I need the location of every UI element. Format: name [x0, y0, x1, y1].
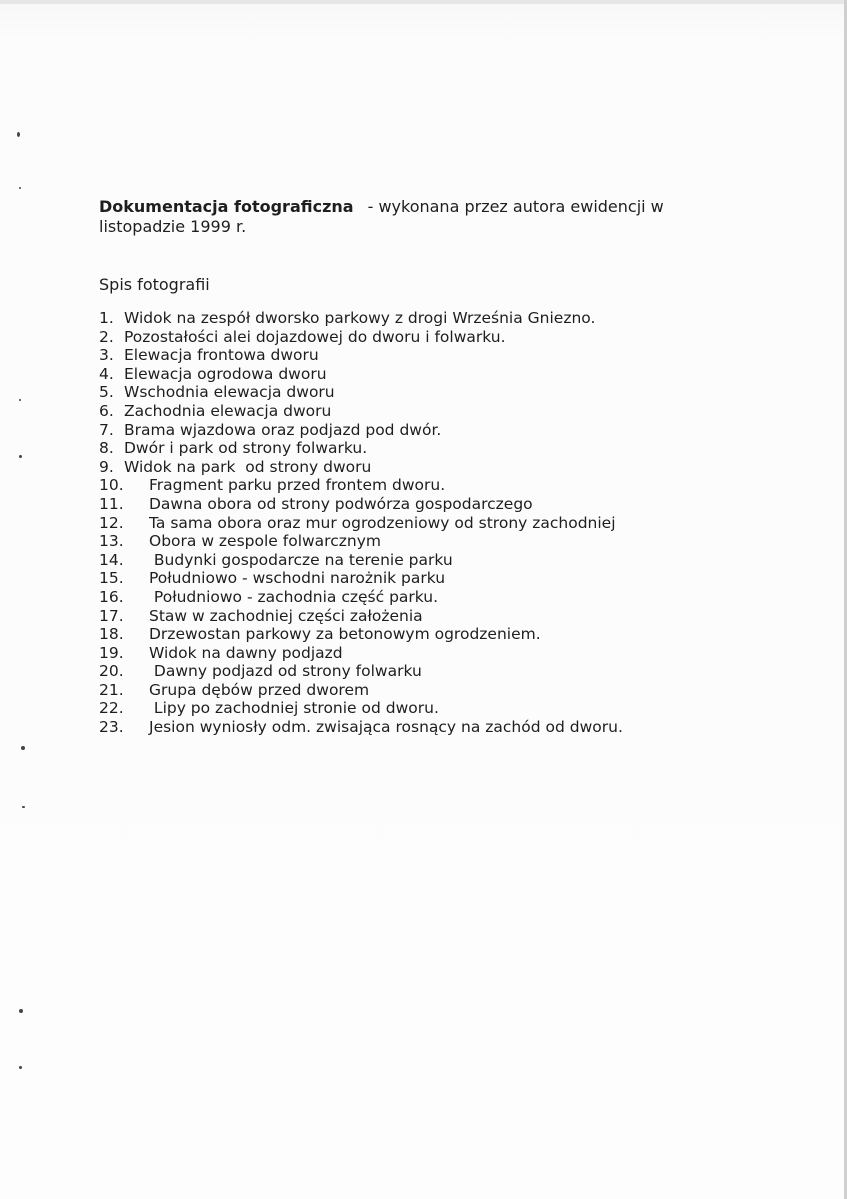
list-item-number: 2. [99, 327, 114, 346]
list-item [99, 402, 623, 421]
document-heading [99, 197, 699, 237]
list-item-text: Jesion wyniosły odm. zwisająca rosnący na zachód od dworu. [149, 718, 623, 737]
list-item-number: 9. [99, 457, 114, 476]
list-item-number: 20. [99, 662, 124, 681]
list-item-text: Dawna obora od strony podwórza gospodarczego [149, 494, 533, 513]
heading-line-2: listopadzie 1999 r. [99, 217, 247, 236]
list-item-text: Południowo - wschodni narożnik parku [149, 569, 446, 588]
scan-speck [22, 806, 25, 808]
list-item-number: 5. [99, 383, 114, 402]
list-item-text: Zachodnia elewacja dworu [124, 401, 332, 420]
list-item [99, 383, 623, 402]
list-item [99, 439, 623, 458]
list-item [99, 514, 623, 533]
list-item [99, 607, 623, 626]
list-item-number: 3. [99, 346, 114, 365]
list-item-text: Pozostałości alei dojazdowej do dworu i folwarku. [124, 327, 506, 346]
scan-speck [19, 399, 21, 401]
list-item-text: Brama wjazdowa oraz podjazd pod dwór. [124, 420, 442, 439]
list-item [99, 476, 623, 495]
list-item [99, 644, 623, 663]
list-item-number: 7. [99, 420, 114, 439]
list-item-text: Południowo - zachodnia część parku. [149, 587, 439, 606]
list-item [99, 551, 623, 570]
list-item-text: Elewacja frontowa dworu [124, 346, 319, 365]
list-item-number: 10. [99, 476, 124, 495]
list-item-text: Budynki gospodarcze na terenie parku [149, 550, 453, 569]
list-item-text: Obora w zespole folwarcznym [149, 532, 381, 551]
list-item-number: 8. [99, 439, 114, 458]
scan-edge-top [0, 0, 847, 4]
list-item-number: 22. [99, 699, 124, 718]
list-item-number: 18. [99, 625, 124, 644]
list-item-text: Elewacja ogrodowa dworu [124, 364, 327, 383]
list-item [99, 458, 623, 477]
list-item [99, 309, 623, 328]
list-item-number: 16. [99, 587, 124, 606]
list-item-number: 19. [99, 643, 124, 662]
list-item-text: Grupa dębów przed dworem [149, 680, 370, 699]
list-item-text: Dwór i park od strony folwarku. [124, 439, 368, 458]
list-item-text: Drzewostan parkowy za betonowym ogrodzeniem. [149, 625, 541, 644]
list-item [99, 681, 623, 700]
list-item-number: 6. [99, 401, 114, 420]
list-item [99, 495, 623, 514]
list-item [99, 365, 623, 384]
list-item [99, 662, 623, 681]
list-item-number: 14. [99, 550, 124, 569]
scan-speck [21, 746, 25, 750]
list-item [99, 625, 623, 644]
list-item-text: Dawny podjazd od strony folwarku [149, 662, 422, 681]
list-item-text: Ta sama obora oraz mur ogrodzeniowy od strony zachodniej [149, 513, 616, 532]
list-item [99, 699, 623, 718]
list-item-text: Widok na zespół dworsko parkowy z drogi Września Gniezno. [124, 309, 596, 327]
scan-speck [19, 187, 21, 189]
list-item-number: 1. [99, 309, 114, 327]
photo-list [99, 309, 623, 737]
list-item-number: 15. [99, 569, 124, 588]
list-item-text: Lipy po zachodniej stronie od dworu. [149, 699, 439, 718]
heading-title: Dokumentacja fotograficzna [99, 197, 354, 216]
list-item [99, 421, 623, 440]
list-item-number: 17. [99, 606, 124, 625]
heading-description: - wykonana przez autora ewidencji w [367, 197, 664, 216]
list-item-text: Wschodnia elewacja dworu [124, 383, 335, 402]
list-item-text: Staw w zachodniej części założenia [149, 606, 423, 625]
heading-line-1 [99, 197, 699, 217]
list-item [99, 569, 623, 588]
list-item [99, 718, 623, 737]
scan-speck [19, 1066, 22, 1069]
section-title: Spis fotografii [99, 275, 210, 294]
scan-speck [17, 132, 20, 137]
list-item [99, 328, 623, 347]
scan-speck [19, 455, 22, 458]
list-item [99, 346, 623, 365]
list-item-number: 13. [99, 532, 124, 551]
scan-speck [19, 1009, 23, 1013]
list-item-number: 21. [99, 680, 124, 699]
list-item-number: 12. [99, 513, 124, 532]
list-item-number: 11. [99, 494, 124, 513]
list-item-number: 4. [99, 364, 114, 383]
list-item-number: 23. [99, 718, 124, 737]
list-item-text: Widok na park od strony dworu [124, 457, 372, 476]
list-item [99, 588, 623, 607]
list-item-text: Widok na dawny podjazd [149, 643, 343, 662]
list-item [99, 532, 623, 551]
list-item-text: Fragment parku przed frontem dworu. [149, 476, 446, 495]
